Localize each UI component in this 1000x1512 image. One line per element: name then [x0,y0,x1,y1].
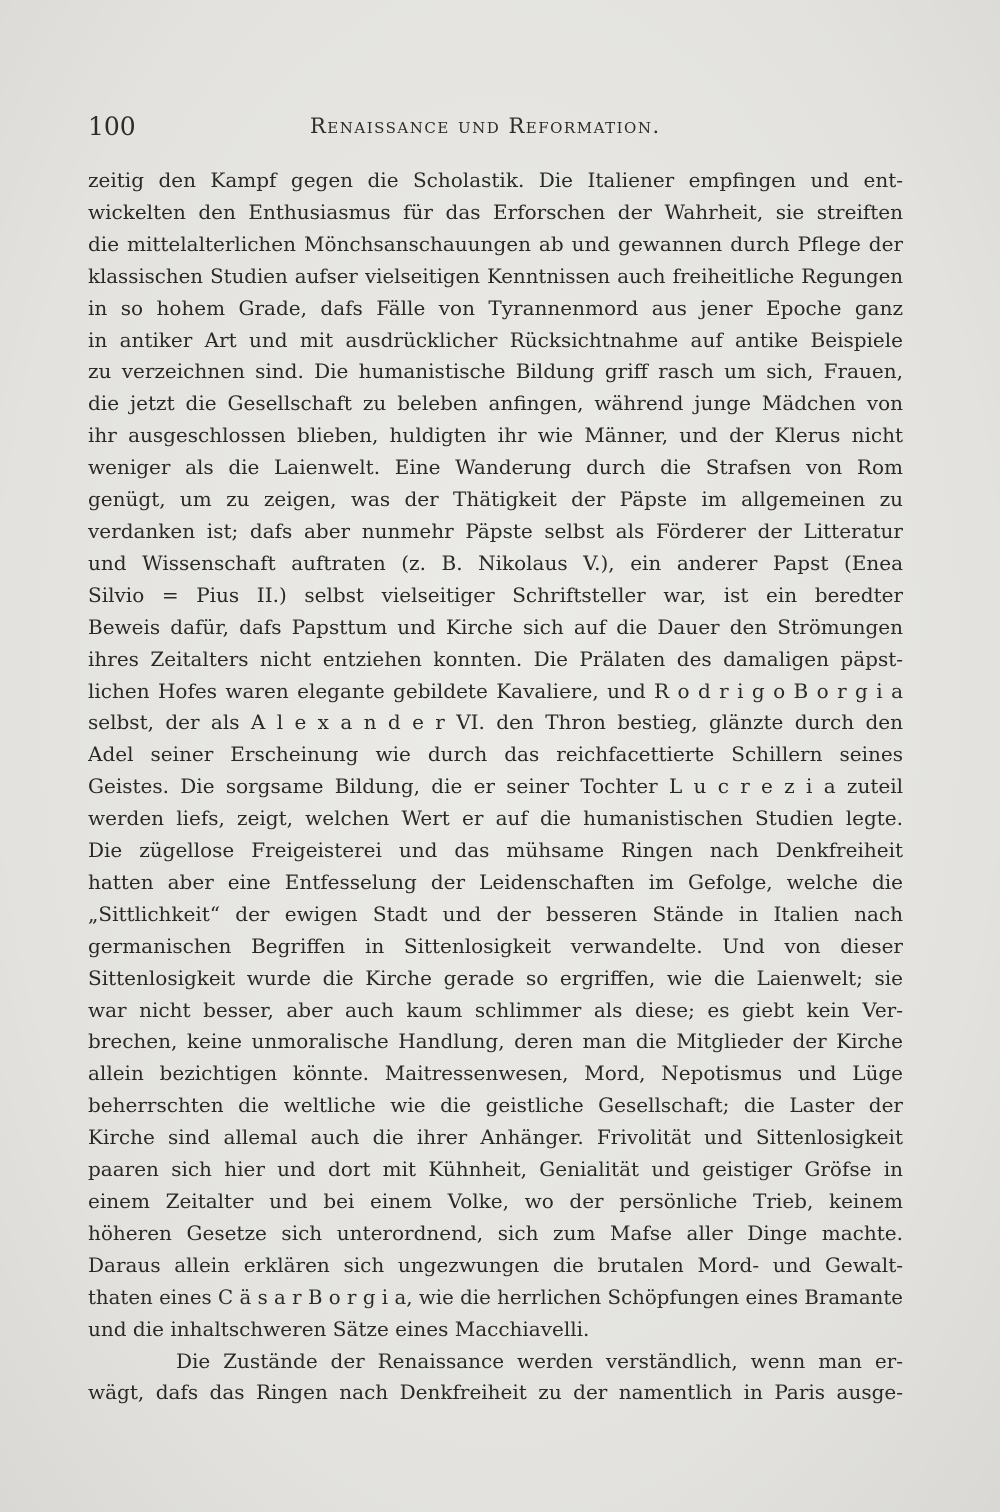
text-line: und Wissenschaft auftraten (z. B. Nikolaus V.), ein anderer Papst (Enea [88,550,903,575]
text-line: „Sittlichkeit“ der ewigen Stadt und der besseren Stände in Italien nach [88,901,903,926]
text-line: ihres Zeitalters nicht entziehen konnten. Die Prälaten des damaligen päpst- [88,646,903,671]
text-line: die mittelalterlichen Mönchsanschauungen ab und gewannen durch Pflege der [88,231,903,256]
text-line: wickelten den Enthusiasmus für das Erforschen der Wahrheit, sie streiften [88,199,903,224]
text-line: Kirche sind allemal auch die ihrer Anhänger. Frivolität und Sittenlosigkeit [88,1125,903,1150]
text-line: paaren sich hier und dort mit Kühnheit, Genialität und geistiger Gröfse in [88,1157,903,1182]
text-line: und die inhaltschweren Sätze eines Macchiavelli. [88,1316,590,1341]
text-line: zu verzeichnen sind. Die humanistische Bildung griff rasch um sich, Frauen, [88,359,903,384]
text-line: einem Zeitalter und bei einem Volke, wo der persönliche Trieb, keinem [88,1189,903,1213]
text-line: allein bezichtigen könnte. Maitressenwesen, Mord, Nepotismus und Lüge [88,1061,903,1086]
text-line: war nicht besser, aber auch kaum schlimmer als diese; es giebt kein Ver- [88,997,903,1022]
text-line: germanischen Begriffen in Sittenlosigkeit verwandelte. Und von dieser [88,933,903,958]
text-line: Silvio = Pius II.) selbst vielseitiger Schriftsteller war, ist ein beredter [88,582,903,607]
text-line: brechen, keine unmoralische Handlung, deren man die Mitglieder der Kirche [88,1029,903,1054]
text-line: die jetzt die Gesellschaft zu beleben anfingen, während junge Mädchen von [88,391,903,416]
text-line: Die Zustände der Renaissance werden verständlich, wenn man er- [176,1348,903,1373]
text-line: Daraus allein erklären sich ungezwungen die brutalen Mord- und Gewalt- [88,1252,903,1277]
text-line: beherrschten die weltliche wie die geistliche Gesellschaft; die Laster der [88,1093,903,1118]
text-line: ihr ausgeschlossen blieben, huldigten ihr wie Männer, und der Klerus nicht [88,423,903,448]
page-number: 100 [88,112,136,141]
text-line: Beweis dafür, dafs Papsttum und Kirche sich auf die Dauer den Strömungen [88,614,903,639]
text-line: lichen Hofes waren elegante gebildete Kavaliere, und R o d r i g o B o r g i a [88,678,903,703]
text-line: klassischen Studien aufser vielseitigen Kenntnissen auch freiheitliche Regungen [88,264,903,288]
text-line: Sittenlosigkeit wurde die Kirche gerade so ergriffen, wie die Laienwelt; sie [88,965,903,990]
text-line: Adel seiner Erscheinung wie durch das reichfacettierte Schillern seines [88,742,903,767]
text-line: in antiker Art und mit ausdrücklicher Rücksichtnahme auf antike Beispiele [88,327,903,352]
text-line: thaten eines C ä s a r B o r g i a, wie die herrlichen Schöpfungen eines Bramante [88,1285,903,1309]
text-line: höheren Gesetze sich unterordnend, sich zum Mafse aller Dinge machte. [88,1220,903,1245]
text-line: werden liefs, zeigt, welchen Wert er auf die humanistischen Studien legte. [88,806,903,831]
body-text [88,165,903,1409]
text-line: weniger als die Laienwelt. Eine Wanderung durch die Strafsen von Rom [88,455,903,480]
text-line: in so hohem Grade, dafs Fälle von Tyrannenmord aus jener Epoche ganz [88,295,903,320]
text-line: zeitig den Kampf gegen die Scholastik. Die Italiener empfingen und ent- [88,168,903,192]
text-line: genügt, um zu zeigen, was der Thätigkeit der Päpste im allgemeinen zu [88,487,903,512]
text-line: Geistes. Die sorgsame Bildung, die er seiner Tochter L u c r e z i a zuteil [88,774,903,799]
text-line: Die zügellose Freigeisterei und das mühsame Ringen nach Denkfreiheit [88,838,903,863]
page-header [88,108,903,148]
text-line: hatten aber eine Entfesselung der Leidenschaften im Gefolge, welche die [88,869,903,894]
running-head: Renaissance und Reformation. [310,114,661,138]
text-line: verdanken ist; dafs aber nunmehr Päpste selbst als Förderer der Litteratur [88,518,903,543]
text-line: selbst, der als A l e x a n d e r VI. den Thron bestieg, glänzte durch den [88,710,903,735]
text-line: wägt, dafs das Ringen nach Denkfreiheit zu der namentlich in Paris ausge- [88,1380,903,1405]
